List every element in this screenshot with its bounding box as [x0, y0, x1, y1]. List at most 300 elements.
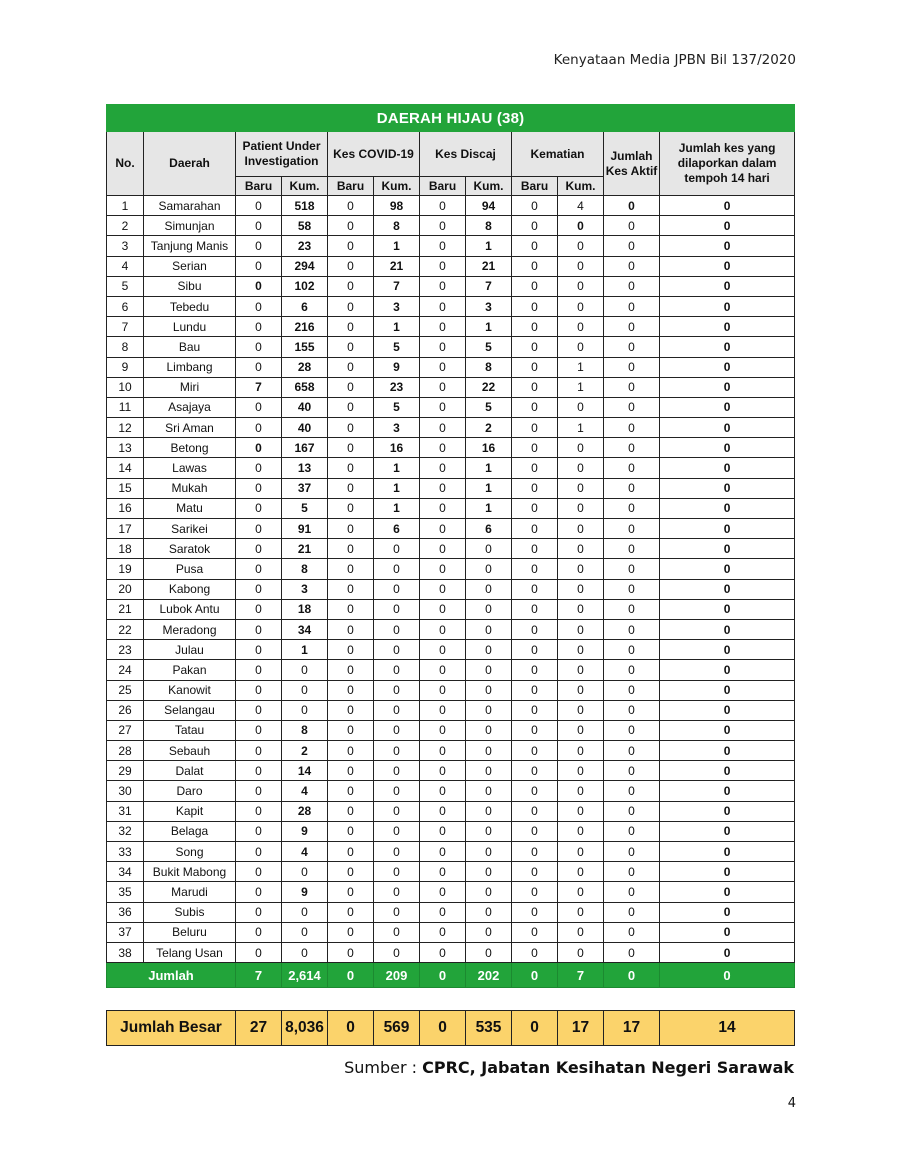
table-row: [107, 922, 795, 942]
table-cell: 0: [604, 660, 660, 680]
table-cell: 0: [328, 842, 374, 862]
table-cell: 0: [558, 741, 604, 761]
table-cell: 0: [466, 619, 512, 639]
table-cell: 0: [420, 741, 466, 761]
table-cell: 0: [512, 842, 558, 862]
table-cell: 0: [604, 942, 660, 962]
table-cell: 7: [374, 276, 420, 296]
table-cell: 1: [374, 478, 420, 498]
table-cell: 0: [660, 317, 795, 337]
table-cell: 0: [236, 236, 282, 256]
table-cell: 0: [236, 599, 282, 619]
header-kes-aktif: Jumlah Kes Aktif: [604, 132, 660, 196]
table-cell: 0: [604, 337, 660, 357]
table-row: [107, 680, 795, 700]
table-cell: 7: [466, 276, 512, 296]
table-cell: 0: [604, 256, 660, 276]
table-cell: 5: [466, 337, 512, 357]
row-number: 10: [107, 377, 144, 397]
table-cell: 0: [420, 882, 466, 902]
district-name: Mukah: [144, 478, 236, 498]
table-cell: 0: [420, 216, 466, 236]
table-cell: 0: [512, 599, 558, 619]
grand-total-cell: 0: [512, 1011, 558, 1046]
table-cell: 0: [512, 397, 558, 417]
table-cell: 0: [374, 741, 420, 761]
district-name: Bau: [144, 337, 236, 357]
table-cell: 0: [374, 720, 420, 740]
table-cell: 0: [512, 680, 558, 700]
table-cell: 0: [236, 519, 282, 539]
table-cell: 0: [236, 680, 282, 700]
table-cell: 0: [328, 256, 374, 276]
table-row: [107, 842, 795, 862]
table-cell: 0: [604, 801, 660, 821]
table-cell: 0: [558, 579, 604, 599]
row-number: 17: [107, 519, 144, 539]
table-cell: 1: [466, 478, 512, 498]
district-name: Simunjan: [144, 216, 236, 236]
table-cell: 0: [660, 397, 795, 417]
table-cell: 0: [512, 317, 558, 337]
table-cell: 0: [660, 519, 795, 539]
table-cell: 0: [558, 276, 604, 296]
table-cell: 0: [328, 317, 374, 337]
table-cell: 0: [282, 700, 328, 720]
table-row: [107, 539, 795, 559]
table-cell: 0: [466, 922, 512, 942]
table-cell: 0: [604, 438, 660, 458]
table-cell: 0: [374, 902, 420, 922]
table-cell: 0: [558, 942, 604, 962]
table-cell: 0: [374, 700, 420, 720]
table-cell: 0: [420, 337, 466, 357]
table-cell: 0: [374, 801, 420, 821]
table-cell: 0: [420, 761, 466, 781]
table-cell: 4: [282, 781, 328, 801]
row-number: 22: [107, 619, 144, 639]
table-cell: 0: [512, 700, 558, 720]
table-cell: 21: [282, 539, 328, 559]
table-cell: 0: [604, 842, 660, 862]
table-cell: 0: [660, 942, 795, 962]
table-cell: 1: [558, 357, 604, 377]
row-number: 20: [107, 579, 144, 599]
table-row: [107, 882, 795, 902]
table-cell: 0: [236, 821, 282, 841]
total-cell: 202: [466, 963, 512, 988]
table-cell: 0: [328, 922, 374, 942]
district-name: Sebauh: [144, 741, 236, 761]
table-cell: 1: [374, 317, 420, 337]
table-cell: 0: [558, 337, 604, 357]
table-row: [107, 498, 795, 518]
table-cell: 0: [236, 862, 282, 882]
table-row: [107, 579, 795, 599]
table-row: [107, 296, 795, 316]
table-cell: 0: [466, 579, 512, 599]
district-name: Sri Aman: [144, 418, 236, 438]
table-cell: 0: [604, 539, 660, 559]
table-cell: 155: [282, 337, 328, 357]
table-cell: 0: [466, 882, 512, 902]
table-cell: 0: [512, 337, 558, 357]
row-number: 8: [107, 337, 144, 357]
row-number: 19: [107, 559, 144, 579]
table-cell: 0: [604, 276, 660, 296]
table-cell: 0: [558, 438, 604, 458]
table-cell: 0: [558, 902, 604, 922]
table-cell: 0: [374, 559, 420, 579]
district-name: Julau: [144, 640, 236, 660]
subheader-kum: Kum.: [558, 177, 604, 196]
table-cell: 0: [236, 781, 282, 801]
table-cell: 23: [282, 236, 328, 256]
table-cell: 1: [374, 498, 420, 518]
table-cell: 4: [282, 842, 328, 862]
table-cell: 0: [660, 559, 795, 579]
table-cell: 0: [604, 882, 660, 902]
grand-total-label: Jumlah Besar: [107, 1011, 236, 1046]
table-cell: 0: [236, 337, 282, 357]
table-row: [107, 458, 795, 478]
table-cell: 0: [604, 902, 660, 922]
table-cell: 3: [282, 579, 328, 599]
table-cell: 94: [466, 196, 512, 216]
district-name: Marudi: [144, 882, 236, 902]
table-cell: 8: [466, 357, 512, 377]
table-cell: 0: [512, 539, 558, 559]
table-cell: 0: [660, 418, 795, 438]
district-name: Tatau: [144, 720, 236, 740]
table-cell: 0: [660, 741, 795, 761]
table-cell: 0: [512, 357, 558, 377]
table-row: [107, 418, 795, 438]
table-cell: 0: [512, 256, 558, 276]
table-cell: 0: [604, 418, 660, 438]
row-number: 34: [107, 862, 144, 882]
table-cell: 0: [466, 700, 512, 720]
table-cell: 0: [236, 276, 282, 296]
table-cell: 0: [236, 942, 282, 962]
table-cell: 0: [604, 357, 660, 377]
row-number: 2: [107, 216, 144, 236]
table-cell: 40: [282, 397, 328, 417]
page-number: 4: [787, 1096, 796, 1111]
table-cell: 0: [374, 761, 420, 781]
table-cell: 0: [328, 741, 374, 761]
table-cell: 0: [374, 640, 420, 660]
table-cell: 0: [604, 599, 660, 619]
table-cell: 0: [420, 579, 466, 599]
table-cell: 0: [660, 781, 795, 801]
table-cell: 0: [660, 842, 795, 862]
total-cell: 7: [558, 963, 604, 988]
table-cell: 0: [420, 296, 466, 316]
table-cell: 0: [558, 317, 604, 337]
table-cell: 1: [466, 458, 512, 478]
table-cell: 0: [328, 559, 374, 579]
table-cell: 0: [328, 539, 374, 559]
table-cell: 0: [236, 902, 282, 922]
table-cell: 0: [236, 357, 282, 377]
table-row: [107, 478, 795, 498]
row-number: 26: [107, 700, 144, 720]
table-cell: 658: [282, 377, 328, 397]
table-cell: 0: [328, 862, 374, 882]
subheader-kum: Kum.: [466, 177, 512, 196]
table-cell: 0: [374, 842, 420, 862]
table-cell: 0: [420, 801, 466, 821]
table-cell: 0: [558, 720, 604, 740]
table-cell: 0: [374, 539, 420, 559]
table-cell: 0: [604, 196, 660, 216]
table-cell: 0: [512, 619, 558, 639]
table-cell: 0: [420, 599, 466, 619]
table-cell: 2: [282, 741, 328, 761]
table-row: [107, 942, 795, 962]
table-cell: 0: [466, 539, 512, 559]
table-cell: 0: [236, 418, 282, 438]
table-cell: 0: [512, 216, 558, 236]
table-cell: 0: [512, 377, 558, 397]
table-cell: 0: [328, 236, 374, 256]
grand-total-cell: 17: [604, 1011, 660, 1046]
table-cell: 0: [558, 761, 604, 781]
table-row: [107, 741, 795, 761]
table-cell: 0: [604, 236, 660, 256]
district-name: Matu: [144, 498, 236, 518]
table-cell: 0: [512, 236, 558, 256]
table-cell: 0: [604, 498, 660, 518]
district-name: Pusa: [144, 559, 236, 579]
table-cell: 3: [466, 296, 512, 316]
table-cell: 0: [604, 761, 660, 781]
table-cell: 0: [558, 781, 604, 801]
table-cell: 0: [660, 438, 795, 458]
row-number: 36: [107, 902, 144, 922]
total-cell: 209: [374, 963, 420, 988]
table-cell: 0: [512, 438, 558, 458]
table-cell: 0: [660, 660, 795, 680]
table-cell: 0: [236, 700, 282, 720]
table-cell: 0: [328, 761, 374, 781]
table-cell: 216: [282, 317, 328, 337]
table-row: [107, 781, 795, 801]
table-cell: 0: [236, 317, 282, 337]
table-cell: 0: [420, 619, 466, 639]
total-cell: 7: [236, 963, 282, 988]
table-row: [107, 821, 795, 841]
table-cell: 0: [236, 922, 282, 942]
table-cell: 0: [328, 519, 374, 539]
table-cell: 0: [604, 862, 660, 882]
table-cell: 0: [512, 741, 558, 761]
table-cell: 0: [374, 660, 420, 680]
table-cell: 0: [512, 942, 558, 962]
row-number: 37: [107, 922, 144, 942]
subheader-baru: Baru: [328, 177, 374, 196]
table-cell: 0: [236, 640, 282, 660]
table-row: [107, 761, 795, 781]
table-cell: 0: [420, 821, 466, 841]
table-cell: 16: [374, 438, 420, 458]
table-cell: 0: [420, 256, 466, 276]
table-cell: 34: [282, 619, 328, 639]
district-name: Asajaya: [144, 397, 236, 417]
total-cell: 0: [328, 963, 374, 988]
district-name: Tanjung Manis: [144, 236, 236, 256]
table-cell: 0: [558, 397, 604, 417]
table-cell: 0: [660, 922, 795, 942]
row-number: 21: [107, 599, 144, 619]
table-cell: 0: [328, 942, 374, 962]
table-cell: 0: [604, 458, 660, 478]
district-name: Lundu: [144, 317, 236, 337]
table-cell: 0: [466, 821, 512, 841]
table-cell: 0: [328, 660, 374, 680]
table-cell: 0: [558, 862, 604, 882]
table-cell: 0: [328, 438, 374, 458]
table-cell: 5: [466, 397, 512, 417]
header-daerah: Daerah: [144, 132, 236, 196]
grand-total-wrapper: [106, 1010, 794, 1046]
district-name: Kabong: [144, 579, 236, 599]
table-row: [107, 337, 795, 357]
table-row: [107, 357, 795, 377]
table-cell: 0: [660, 236, 795, 256]
table-cell: 0: [604, 700, 660, 720]
table-cell: 0: [328, 196, 374, 216]
table-cell: 0: [236, 761, 282, 781]
table-cell: 0: [660, 882, 795, 902]
table-cell: 2: [466, 418, 512, 438]
table-cell: 0: [512, 862, 558, 882]
header-kes-discaj: Kes Discaj: [420, 132, 512, 177]
table-cell: 0: [558, 801, 604, 821]
table-cell: 0: [660, 599, 795, 619]
district-name: Daro: [144, 781, 236, 801]
table-cell: 0: [374, 619, 420, 639]
table-cell: 0: [660, 357, 795, 377]
district-name: Beluru: [144, 922, 236, 942]
table-cell: 0: [374, 882, 420, 902]
table-cell: 0: [328, 700, 374, 720]
table-cell: 1: [282, 640, 328, 660]
table-cell: 0: [328, 478, 374, 498]
table-cell: 0: [660, 458, 795, 478]
table-title: DAERAH HIJAU (38): [107, 105, 795, 132]
table-cell: 0: [236, 619, 282, 639]
table-cell: 0: [512, 296, 558, 316]
table-cell: 5: [374, 337, 420, 357]
table-cell: 0: [236, 196, 282, 216]
table-cell: 1: [558, 377, 604, 397]
table-cell: 0: [236, 498, 282, 518]
district-name: Belaga: [144, 821, 236, 841]
source-prefix: Sumber :: [344, 1058, 418, 1077]
district-name: Meradong: [144, 619, 236, 639]
table-cell: 0: [558, 619, 604, 639]
table-cell: 0: [558, 498, 604, 518]
table-cell: 8: [466, 216, 512, 236]
table-cell: 9: [282, 882, 328, 902]
table-cell: 0: [604, 640, 660, 660]
table-cell: 0: [512, 801, 558, 821]
table-cell: 0: [558, 559, 604, 579]
table-cell: 0: [604, 781, 660, 801]
table-cell: 0: [328, 902, 374, 922]
table-cell: 0: [420, 720, 466, 740]
row-number: 25: [107, 680, 144, 700]
table-row: [107, 519, 795, 539]
table-cell: 0: [604, 317, 660, 337]
row-number: 27: [107, 720, 144, 740]
table-cell: 0: [328, 418, 374, 438]
table-cell: 0: [420, 357, 466, 377]
document-header: Kenyataan Media JPBN Bil 137/2020: [553, 52, 796, 68]
table-cell: 37: [282, 478, 328, 498]
row-number: 29: [107, 761, 144, 781]
district-name: Limbang: [144, 357, 236, 377]
row-number: 28: [107, 741, 144, 761]
table-cell: 0: [236, 296, 282, 316]
table-row: [107, 276, 795, 296]
grand-total-cell: 17: [558, 1011, 604, 1046]
table-cell: 0: [420, 902, 466, 922]
table-cell: 0: [512, 276, 558, 296]
total-cell: 0: [420, 963, 466, 988]
table-row: [107, 862, 795, 882]
table-cell: 0: [558, 700, 604, 720]
table-cell: 0: [512, 418, 558, 438]
subheader-kum: Kum.: [374, 177, 420, 196]
table-cell: 0: [236, 256, 282, 276]
grand-total-cell: 535: [466, 1011, 512, 1046]
table-cell: 0: [420, 317, 466, 337]
row-number: 14: [107, 458, 144, 478]
table-cell: 0: [328, 216, 374, 236]
table-cell: 0: [604, 478, 660, 498]
table-row: [107, 619, 795, 639]
table-cell: 0: [236, 579, 282, 599]
table-row: [107, 236, 795, 256]
table-cell: 0: [660, 256, 795, 276]
table-cell: 0: [512, 498, 558, 518]
total-cell: 2,614: [282, 963, 328, 988]
table-cell: 0: [328, 579, 374, 599]
table-cell: 0: [374, 862, 420, 882]
table-cell: 0: [420, 539, 466, 559]
table-cell: 0: [512, 761, 558, 781]
table-cell: 0: [328, 619, 374, 639]
table-cell: 21: [374, 256, 420, 276]
table-cell: 102: [282, 276, 328, 296]
table-cell: 1: [466, 317, 512, 337]
table-cell: 0: [328, 680, 374, 700]
table-row: [107, 801, 795, 821]
subheader-baru: Baru: [420, 177, 466, 196]
row-number: 9: [107, 357, 144, 377]
table-cell: 0: [236, 842, 282, 862]
table-cell: 0: [660, 902, 795, 922]
table-cell: 0: [236, 660, 282, 680]
row-number: 3: [107, 236, 144, 256]
table-cell: 0: [660, 761, 795, 781]
table-cell: 0: [466, 942, 512, 962]
table-cell: 0: [466, 660, 512, 680]
table-cell: 0: [282, 902, 328, 922]
